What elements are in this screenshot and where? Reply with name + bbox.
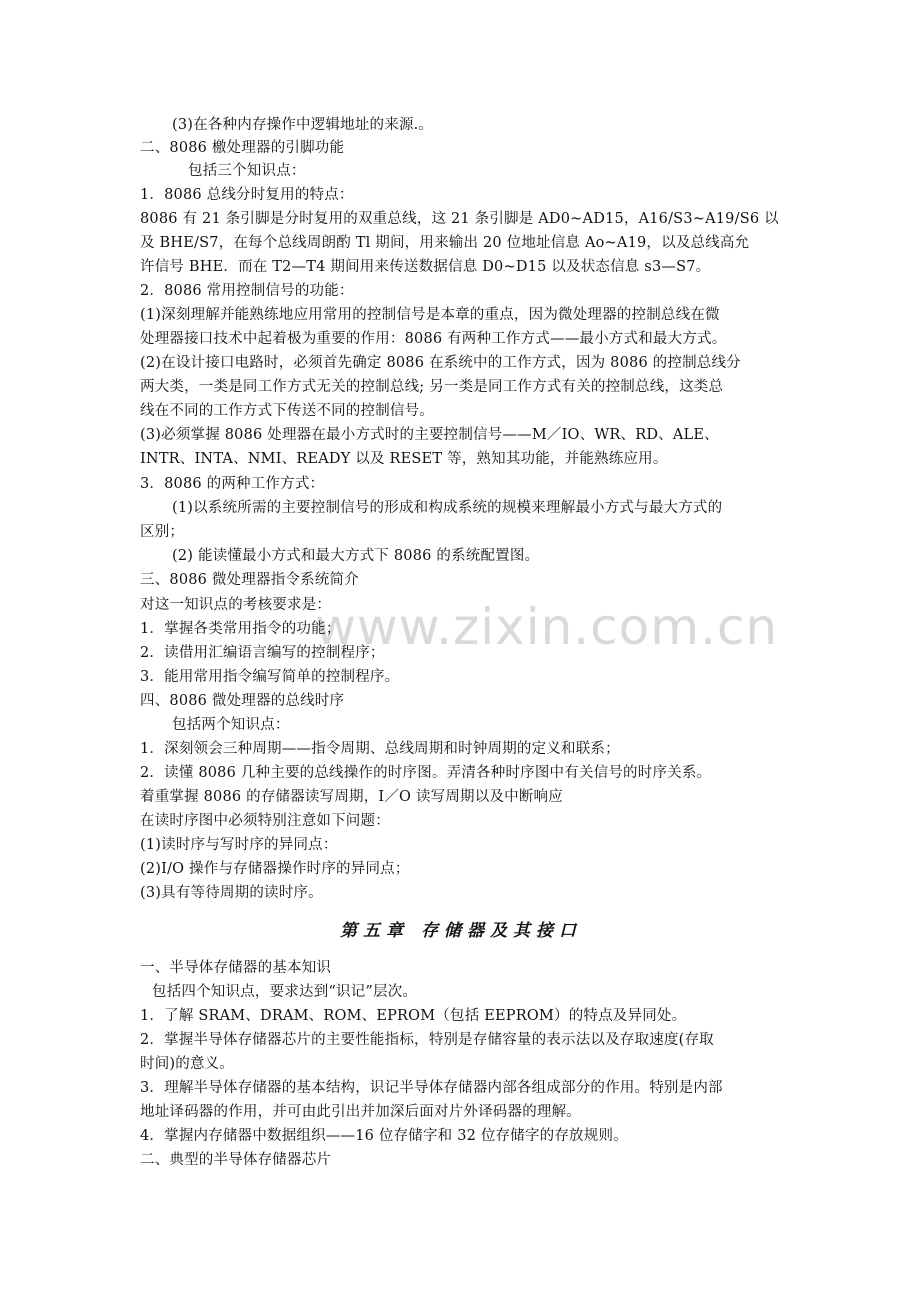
list-item: 2．读懂 8086 几种主要的总线操作的时序图。弄清各种时序图中有关信号的时序关系。: [140, 765, 712, 781]
list-item: 3．8086 的两种工作方式：: [140, 476, 325, 492]
paragraph-line: (1)以系统所需的主要控制信号的形成和构成系统的规模来理解最小方式与最大方式的: [172, 500, 723, 516]
paragraph-line: 许信号 BHE．而在 T2—T4 期间用来传送数据信息 D0~D15 以及状态信息 s3—S7。: [140, 259, 711, 275]
paragraph-line: (3)必须掌握 8086 处理器在最小方式时的主要控制信号——M／IO、WR、RD、ALE、: [140, 427, 719, 443]
section-heading: 二、8086 檄处理器的引脚功能: [140, 140, 345, 156]
list-item: 2．8086 常用控制信号的功能：: [140, 283, 354, 299]
paragraph-line: 线在不同的工作方式下传送不同的控制信号。: [140, 403, 434, 419]
section-heading: 一、半导体存储器的基本知识: [140, 960, 332, 976]
section-heading: 二、典型的半导体存储器芯片: [140, 1152, 332, 1168]
chapter-title: 第五章 存储器及其接口: [340, 921, 582, 941]
paragraph-line: INTR、INTA、NMI、READY 以及 RESET 等，熟知其功能，并能熟练应用。: [140, 451, 668, 467]
paragraph-line: 对这一知识点的考核要求是：: [140, 597, 332, 613]
list-item: 2．读借用汇编语言编写的控制程序；: [140, 645, 385, 661]
list-item: 2．掌握半导体存储器芯片的主要性能指标，特别是存储容量的表示法以及存取速度(存取: [140, 1032, 714, 1048]
paragraph-line: 着重掌握 8086 的存储器读写周期，I／O 读写周期以及中断响应: [140, 789, 563, 805]
section-heading: 三、8086 微处理器指令系统简介: [140, 572, 359, 588]
paragraph-line: 时间)的意义。: [140, 1056, 235, 1072]
paragraph-line: 区别；: [140, 524, 185, 540]
watermark: www.zixin.com.cn: [315, 598, 779, 656]
paragraph-line: 两大类，一类是同工作方式无关的控制总线; 另一类是同工作方式有关的控制总线，这类总: [140, 379, 724, 395]
list-item: 4．掌握内存储器中数据组织——16 位存储字和 32 位存储字的存放规则。: [140, 1128, 628, 1144]
list-item: 1．8086 总线分时复用的特点：: [140, 187, 354, 203]
paragraph-line: 地址译码器的作用，并可由此引出并加深后面对片外译码器的理解。: [140, 1104, 581, 1120]
list-item: 1．掌握各类常用指令的功能；: [140, 621, 341, 637]
paragraph-line: (2) 能读懂最小方式和最大方式下 8086 的系统配置图。: [172, 548, 540, 564]
paragraph-line: 在读时序图中必须特别注意如下问题：: [140, 813, 390, 829]
list-item: 1．了解 SRAM、DRAM、ROM、EPROM（包括 EEPROM）的特点及异同处。: [140, 1008, 687, 1024]
list-item: 3．能用常用指令编写简单的控制程序。: [140, 669, 400, 685]
paragraph-line: 包括四个知识点，要求达到“识记”层次。: [152, 984, 418, 1000]
paragraph-line: 包括两个知识点：: [172, 717, 290, 733]
list-item: 3．理解半导体存储器的基本结构，识记半导体存储器内部各组成部分的作用。特别是内部: [140, 1080, 723, 1096]
paragraph-line: 及 BHE/S7，在每个总线周朗酌 Tl 期间，用来输出 20 位地址信息 Ao~A19，以及总线高允: [140, 235, 750, 251]
paragraph-line: (3)在各种内存操作中逻辑地址的来源.。: [172, 117, 434, 133]
list-item: (2)I/O 操作与存储器操作时序的异同点；: [140, 861, 410, 877]
paragraph-line: 包括三个知识点：: [188, 163, 306, 179]
paragraph-line: 8086 有 21 条引脚是分时复用的双重总线，这 21 条引脚是 AD0~AD15，A16/S3~A19/S6 以: [140, 211, 779, 227]
paragraph-line: (1)深刻理解并能熟练地应用常用的控制信号是本章的重点，因为微处理器的控制总线在微: [140, 307, 720, 323]
list-item: (3)具有等待周期的读时序。: [140, 885, 323, 901]
list-item: 1．深刻领会三种周期——指令周期、总线周期和时钟周期的定义和联系；: [140, 741, 620, 757]
paragraph-line: (2)在设计接口电路时，必须首先确定 8086 在系统中的工作方式，因为 8086 的控制总线分: [140, 355, 741, 371]
list-item: (1)读时序与写时序的异同点：: [140, 837, 338, 853]
paragraph-line: 处理器接口技术中起着极为重要的作用：8086 有两种工作方式——最小方式和最大方式。: [140, 331, 727, 347]
section-heading: 四、8086 微处理器的总线时序: [140, 693, 345, 709]
